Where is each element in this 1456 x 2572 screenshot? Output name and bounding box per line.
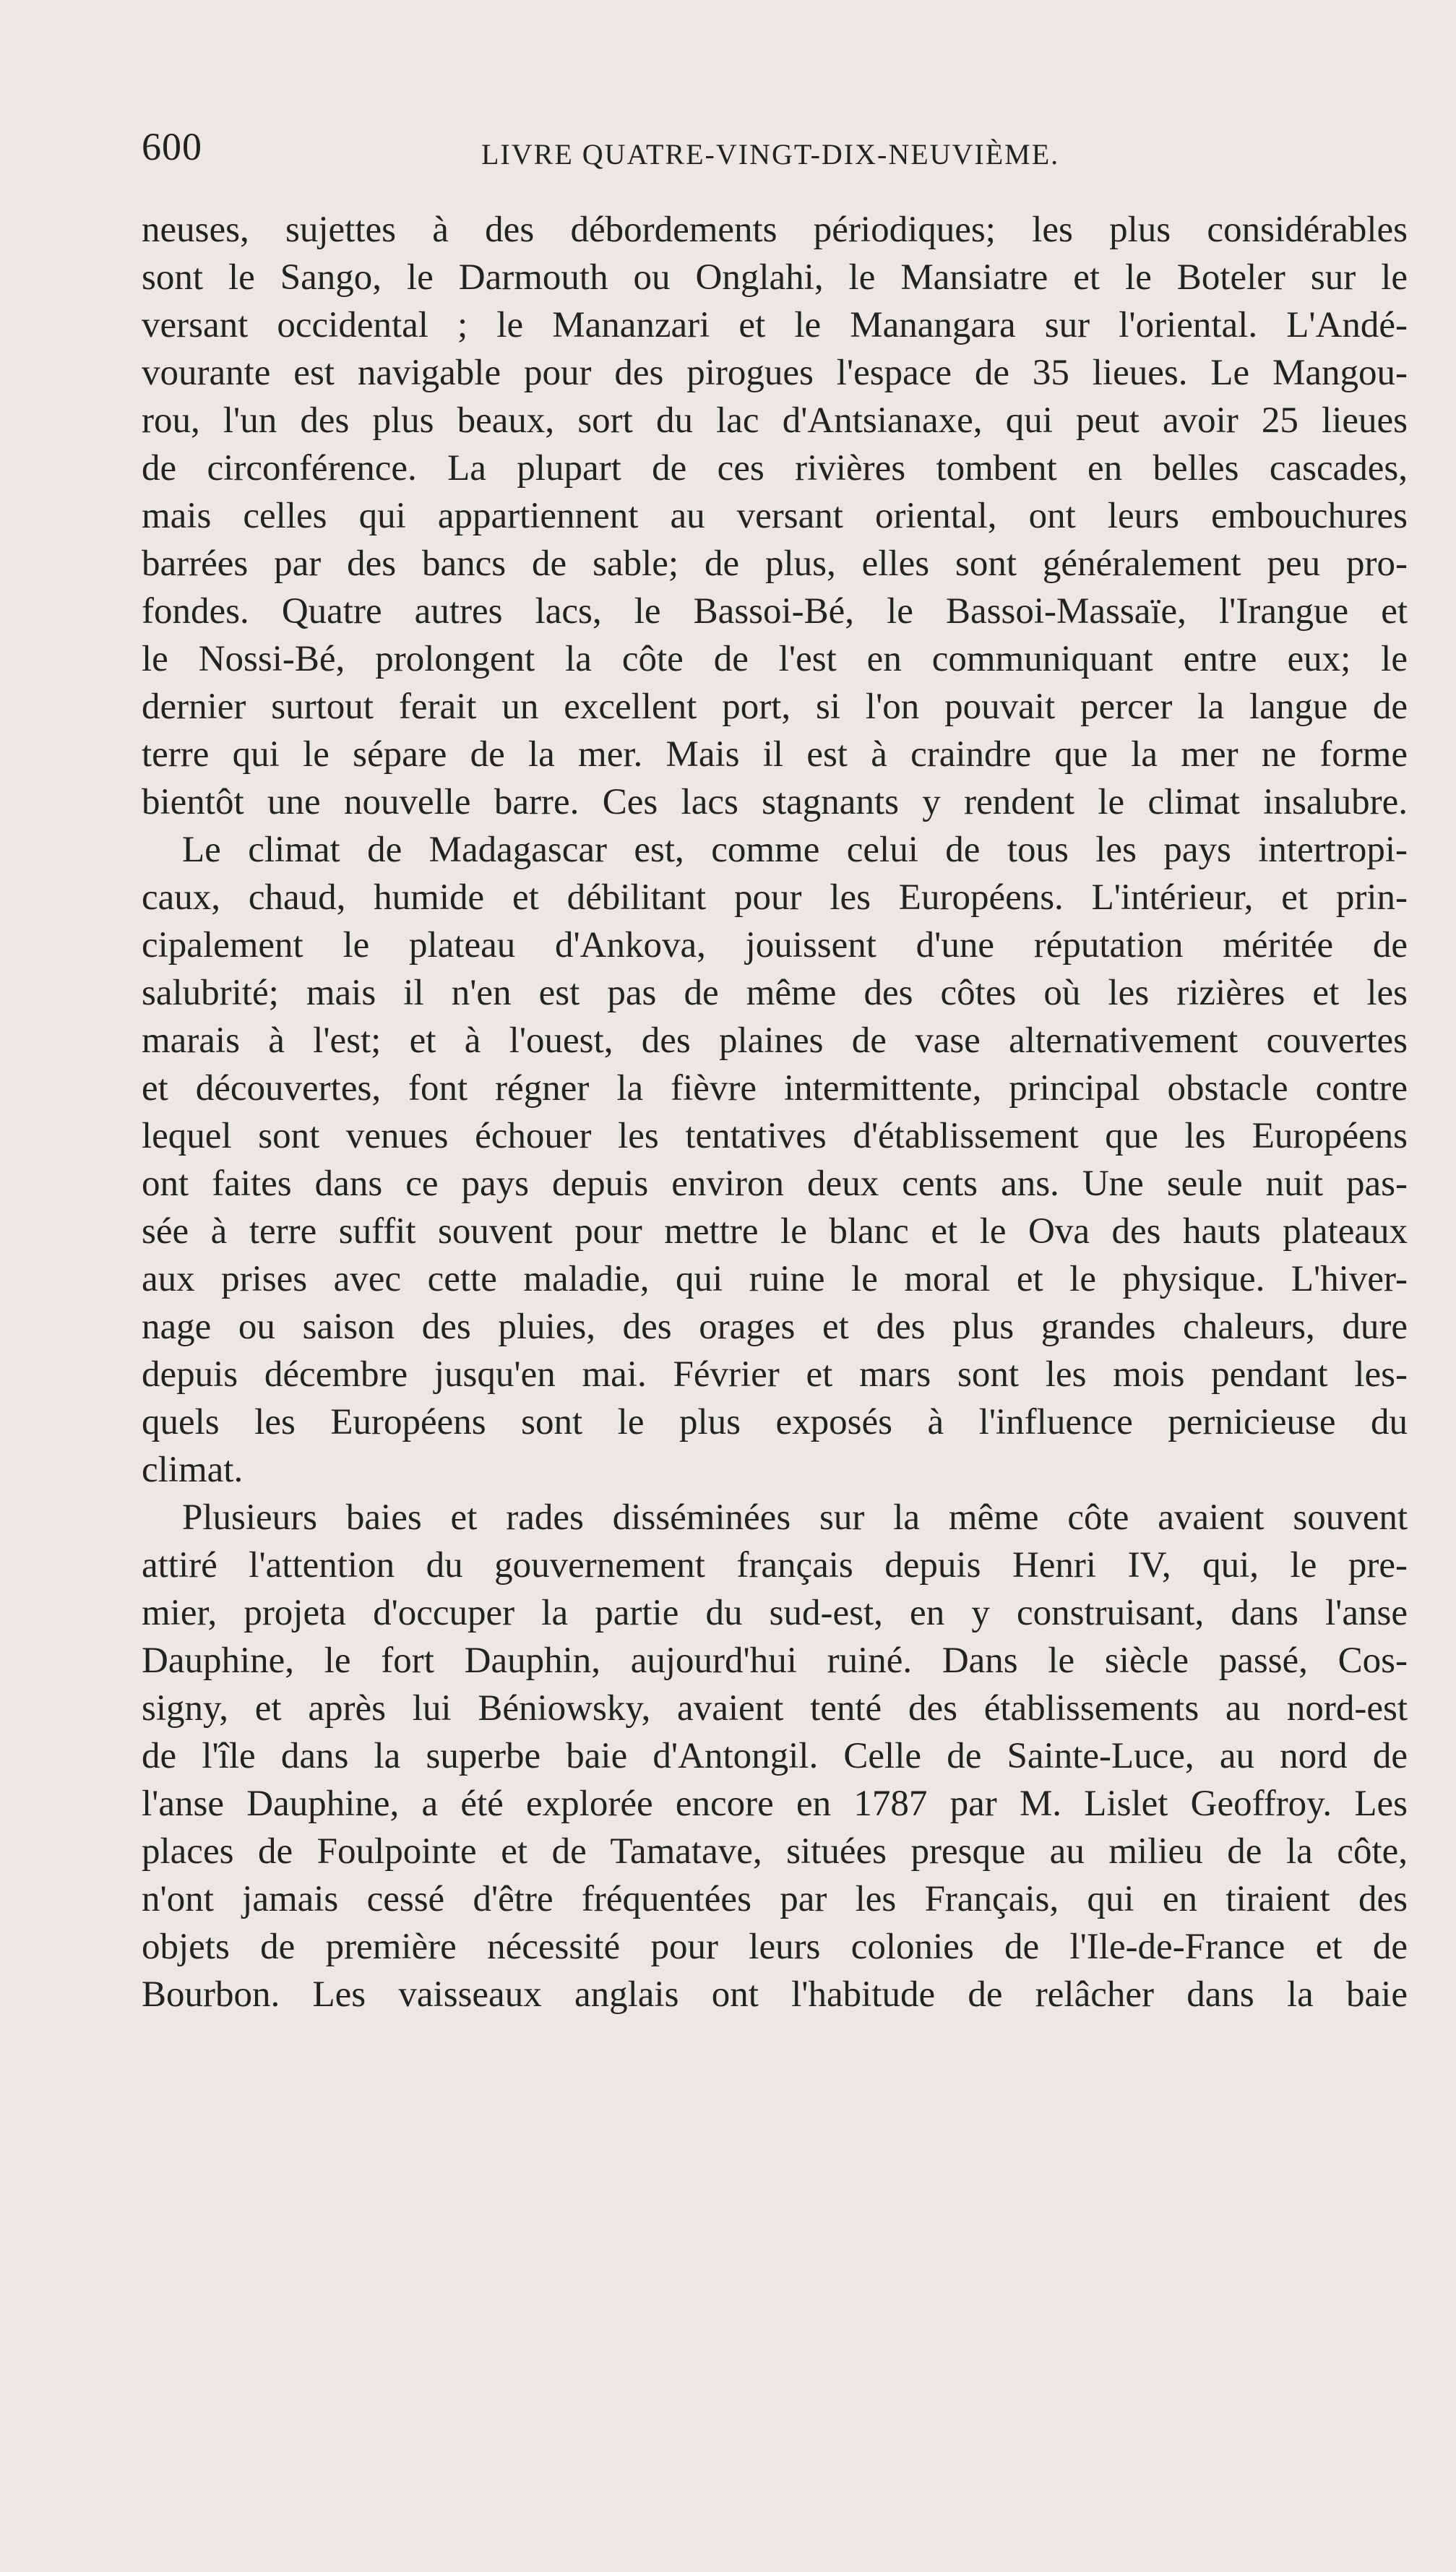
running-head: LIVRE QUATRE-VINGT-DIX-NEUVIÈME. (481, 138, 1060, 171)
text-line: nage ou saison des pluies, des orages et des plus grandes chaleurs, dure (142, 1307, 1408, 1347)
text-line: Plusieurs baies et rades disséminées sur la même côte avaient souvent (182, 1497, 1408, 1538)
text-line: de circonférence. La plupart de ces rivières tombent en belles cascades, (142, 448, 1408, 489)
text-line: vourante est navigable pour des pirogues l'espace de 35 lieues. Le Mangou- (142, 353, 1408, 393)
text-line: le Nossi-Bé, prolongent la côte de l'est en communiquant entre eux; le (142, 639, 1408, 679)
paragraph-rivers (142, 206, 1408, 826)
text-line: caux, chaud, humide et débilitant pour les Européens. L'intérieur, et prin- (142, 877, 1408, 918)
text-line: sont le Sango, le Darmouth ou Onglahi, le Mansiatre et le Boteler sur le (142, 257, 1408, 298)
text-line: marais à l'est; et à l'ouest, des plaines de vase alternativement couvertes (142, 1020, 1408, 1061)
text-line: Bourbon. Les vaisseaux anglais ont l'habitude de relâcher dans la baie (142, 1974, 1408, 2015)
page-header (142, 124, 1408, 189)
text-line: mais celles qui appartiennent au versant oriental, ont leurs embouchures (142, 496, 1408, 536)
text-line: quels les Européens sont le plus exposés à l'influence pernicieuse du (142, 1402, 1408, 1442)
text-line: ont faites dans ce pays depuis environ deux cents ans. Une seule nuit pas- (142, 1164, 1408, 1204)
text-line: rou, l'un des plus beaux, sort du lac d'Antsianaxe, qui peut avoir 25 lieues (142, 400, 1408, 441)
text-line: cipalement le plateau d'Ankova, jouissent d'une réputation méritée de (142, 925, 1408, 965)
text-line: et découvertes, font régner la fièvre intermittente, principal obstacle contre (142, 1068, 1408, 1109)
text-line: neuses, sujettes à des débordements périodiques; les plus considérables (142, 210, 1408, 250)
paragraph-bays (142, 1494, 1408, 2018)
text-line: dernier surtout ferait un excellent port, si l'on pouvait percer la langue de (142, 687, 1408, 727)
text-line: barrées par des bancs de sable; de plus, elles sont généralement peu pro- (142, 543, 1408, 584)
text-line: Dauphine, le fort Dauphin, aujourd'hui ruiné. Dans le siècle passé, Cos- (142, 1640, 1408, 1681)
text-line: places de Foulpointe et de Tamatave, situées presque au milieu de la côte, (142, 1831, 1408, 1872)
text-line: lequel sont venues échouer les tentatives d'établissement que les Européens (142, 1116, 1408, 1156)
text-line: de l'île dans la superbe baie d'Antongil. Celle de Sainte-Luce, au nord de (142, 1736, 1408, 1776)
paragraph-climate (142, 826, 1408, 1494)
text-line: Le climat de Madagascar est, comme celui de tous les pays intertropi- (182, 830, 1408, 870)
text-line: signy, et après lui Béniowsky, avaient tenté des établissements au nord-est (142, 1688, 1408, 1729)
page-number: 600 (142, 125, 202, 168)
text-line: attiré l'attention du gouvernement français depuis Henri IV, qui, le pre- (142, 1545, 1408, 1586)
text-body (142, 206, 1408, 2018)
text-line: terre qui le sépare de la mer. Mais il est à craindre que la mer ne forme (142, 734, 1408, 775)
text-line: versant occidental ; le Mananzari et le Manangara sur l'oriental. L'Andé- (142, 305, 1408, 345)
text-line: n'ont jamais cessé d'être fréquentées par les Français, qui en tiraient des (142, 1879, 1408, 1919)
text-line: mier, projeta d'occuper la partie du sud-est, en y construisant, dans l'anse (142, 1593, 1408, 1633)
text-line: bientôt une nouvelle barre. Ces lacs stagnants y rendent le climat insalubre. (142, 782, 1408, 822)
text-line: objets de première nécessité pour leurs colonies de l'Ile-de-France et de (142, 1927, 1408, 1967)
text-line: salubrité; mais il n'en est pas de même des côtes où les rizières et les (142, 973, 1408, 1013)
text-line: depuis décembre jusqu'en mai. Février et mars sont les mois pendant les- (142, 1354, 1408, 1395)
text-line: sée à terre suffit souvent pour mettre le blanc et le Ova des hauts plateaux (142, 1211, 1408, 1252)
text-line: climat. (142, 1450, 244, 1490)
text-line: fondes. Quatre autres lacs, le Bassoi-Bé, le Bassoi-Massaïe, l'Irangue et (142, 591, 1408, 632)
text-line: l'anse Dauphine, a été explorée encore en 1787 par M. Lislet Geoffroy. Les (142, 1784, 1408, 1824)
text-line: aux prises avec cette maladie, qui ruine le moral et le physique. L'hiver- (142, 1259, 1408, 1299)
